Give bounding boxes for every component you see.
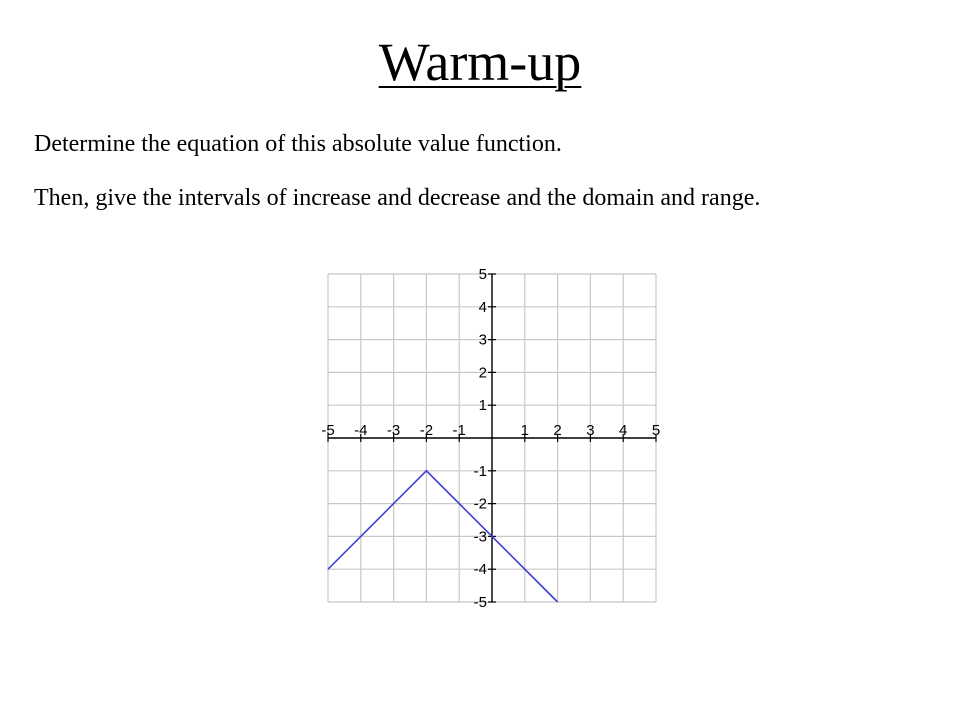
x-tick-label: 3	[586, 422, 595, 439]
y-tick-label: -3	[473, 528, 487, 546]
y-tick-label: -1	[473, 462, 487, 480]
slide-title: Warm-up	[378, 32, 582, 92]
x-tick-label: 4	[619, 422, 628, 439]
x-tick-label: -2	[419, 422, 434, 439]
y-tick-label: -5	[473, 594, 487, 611]
y-tick-label: 4	[478, 298, 487, 316]
y-tick-label: -2	[473, 495, 487, 513]
axes	[328, 274, 656, 602]
coordinate-plane-graph	[310, 250, 670, 611]
x-tick-label: -5	[321, 422, 335, 439]
x-tick-label: 2	[553, 422, 562, 439]
x-tick-label: -4	[354, 422, 368, 439]
x-tick-label: -1	[452, 422, 466, 439]
y-tick-label: 5	[478, 266, 487, 283]
instruction-line-2: Then, give the intervals of increase and decrease and the domain and range.	[34, 185, 761, 211]
y-tick-label: 2	[478, 364, 487, 382]
y-tick-label: -4	[473, 561, 487, 579]
y-tick-label: 1	[478, 397, 487, 415]
x-tick-label: 5	[651, 422, 661, 439]
instruction-line-1: Determine the equation of this absolute value function.	[34, 131, 562, 157]
y-tick-label: 3	[478, 331, 487, 349]
x-tick-label: 1	[520, 422, 529, 439]
x-tick-label: -3	[386, 422, 401, 439]
